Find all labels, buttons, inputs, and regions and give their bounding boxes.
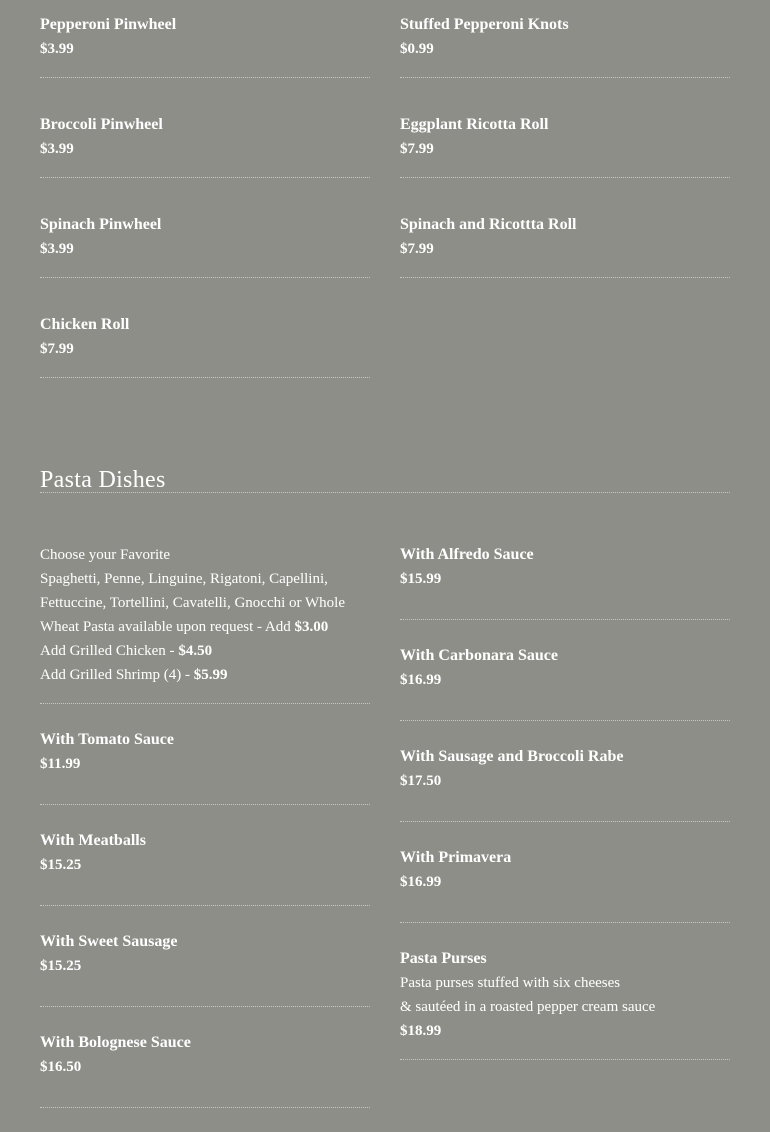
item-name: Spinach Pinwheel (40, 216, 162, 233)
item-price: $16.99 (400, 874, 442, 890)
item-price: $17.50 (400, 773, 442, 789)
item-price: $11.99 (40, 756, 81, 772)
pasta-intro (40, 543, 370, 704)
item-name: With Tomato Sauce (40, 731, 174, 748)
item-name: With Carbonara Sauce (400, 647, 558, 664)
menu-item-stuffed-pepperoni-knots (400, 0, 730, 78)
menu-item-pepperoni-pinwheel (40, 0, 370, 78)
menu-item-with-meatballs (40, 829, 370, 906)
item-price: $7.99 (400, 141, 434, 157)
pasta-intro-line1: Choose your Favorite (40, 547, 170, 563)
top-menu-section (40, 0, 730, 400)
menu-item-spinach-ricotta-roll (400, 200, 730, 278)
pasta-section (40, 543, 730, 1132)
pasta-right-column (400, 543, 730, 1132)
item-price: $3.99 (40, 241, 74, 257)
item-price: $0.99 (400, 41, 434, 57)
add-shrimp-price: $5.99 (193, 667, 228, 683)
menu-item-with-primavera (400, 846, 730, 923)
add-shrimp-text: Add Grilled Shrimp (4) - (40, 667, 194, 683)
item-name: Stuffed Pepperoni Knots (400, 16, 569, 33)
item-price: $15.25 (40, 958, 82, 974)
menu-item-pasta-purses (400, 947, 730, 1060)
menu-item-chicken-roll (40, 300, 370, 378)
item-name: Eggplant Ricotta Roll (400, 116, 549, 133)
item-name: With Primavera (400, 849, 512, 866)
menu-item-with-sweet-sausage (40, 930, 370, 1007)
menu-item-eggplant-ricotta-roll (400, 100, 730, 178)
item-price: $18.99 (400, 1023, 442, 1039)
add-chicken-text: Add Grilled Chicken - (40, 643, 179, 659)
item-price: $3.99 (40, 41, 74, 57)
item-description-line2: & sautéed in a roasted pepper cream sauce (400, 999, 656, 1015)
item-price: $16.50 (40, 1059, 82, 1075)
item-name: With Bolognese Sauce (40, 1034, 191, 1051)
item-name: With Sweet Sausage (40, 933, 178, 950)
menu-item-broccoli-pinwheel (40, 100, 370, 178)
menu-item-with-carbonara-sauce (400, 644, 730, 721)
item-price: $15.99 (400, 571, 442, 587)
item-name: Broccoli Pinwheel (40, 116, 163, 133)
pasta-left-column (40, 543, 370, 1132)
pasta-add-shrimp (40, 663, 370, 687)
item-name: Pasta Purses (400, 950, 487, 967)
add-chicken-price: $4.50 (178, 643, 213, 659)
item-name: Chicken Roll (40, 316, 130, 333)
item-name: With Sausage and Broccoli Rabe (400, 748, 624, 765)
pasta-intro-line2 (40, 567, 370, 639)
menu-item-with-tomato-sauce (40, 728, 370, 805)
menu-item-spinach-pinwheel (40, 200, 370, 278)
item-name: Spinach and Ricottta Roll (400, 216, 577, 233)
item-description-line1: Pasta purses stuffed with six cheeses (400, 975, 621, 991)
pasta-intro-line2-text: Spaghetti, Penne, Linguine, Rigatoni, Capellini, Fettuccine, Tortellini, Cavatelli, Gnocchi or Whole Wheat Pasta available upon request - Add (40, 571, 345, 635)
item-name: With Meatballs (40, 832, 146, 849)
item-name: Pepperoni Pinwheel (40, 16, 177, 33)
menu-item-with-alfredo-sauce (400, 543, 730, 620)
pasta-add-chicken (40, 639, 370, 663)
item-price: $7.99 (40, 341, 74, 357)
menu-item-with-bolognese-sauce (40, 1031, 370, 1108)
item-price: $15.25 (40, 857, 82, 873)
section-title-pasta-dishes: Pasta Dishes (40, 464, 730, 493)
item-price: $3.99 (40, 141, 74, 157)
menu-item-with-sausage-and-broccoli-rabe (400, 745, 730, 822)
item-price: $16.99 (400, 672, 442, 688)
left-column (40, 0, 370, 400)
item-price: $7.99 (400, 241, 434, 257)
right-column (400, 0, 730, 400)
pasta-intro-line2-price: $3.00 (294, 619, 329, 635)
item-name: With Alfredo Sauce (400, 546, 534, 563)
